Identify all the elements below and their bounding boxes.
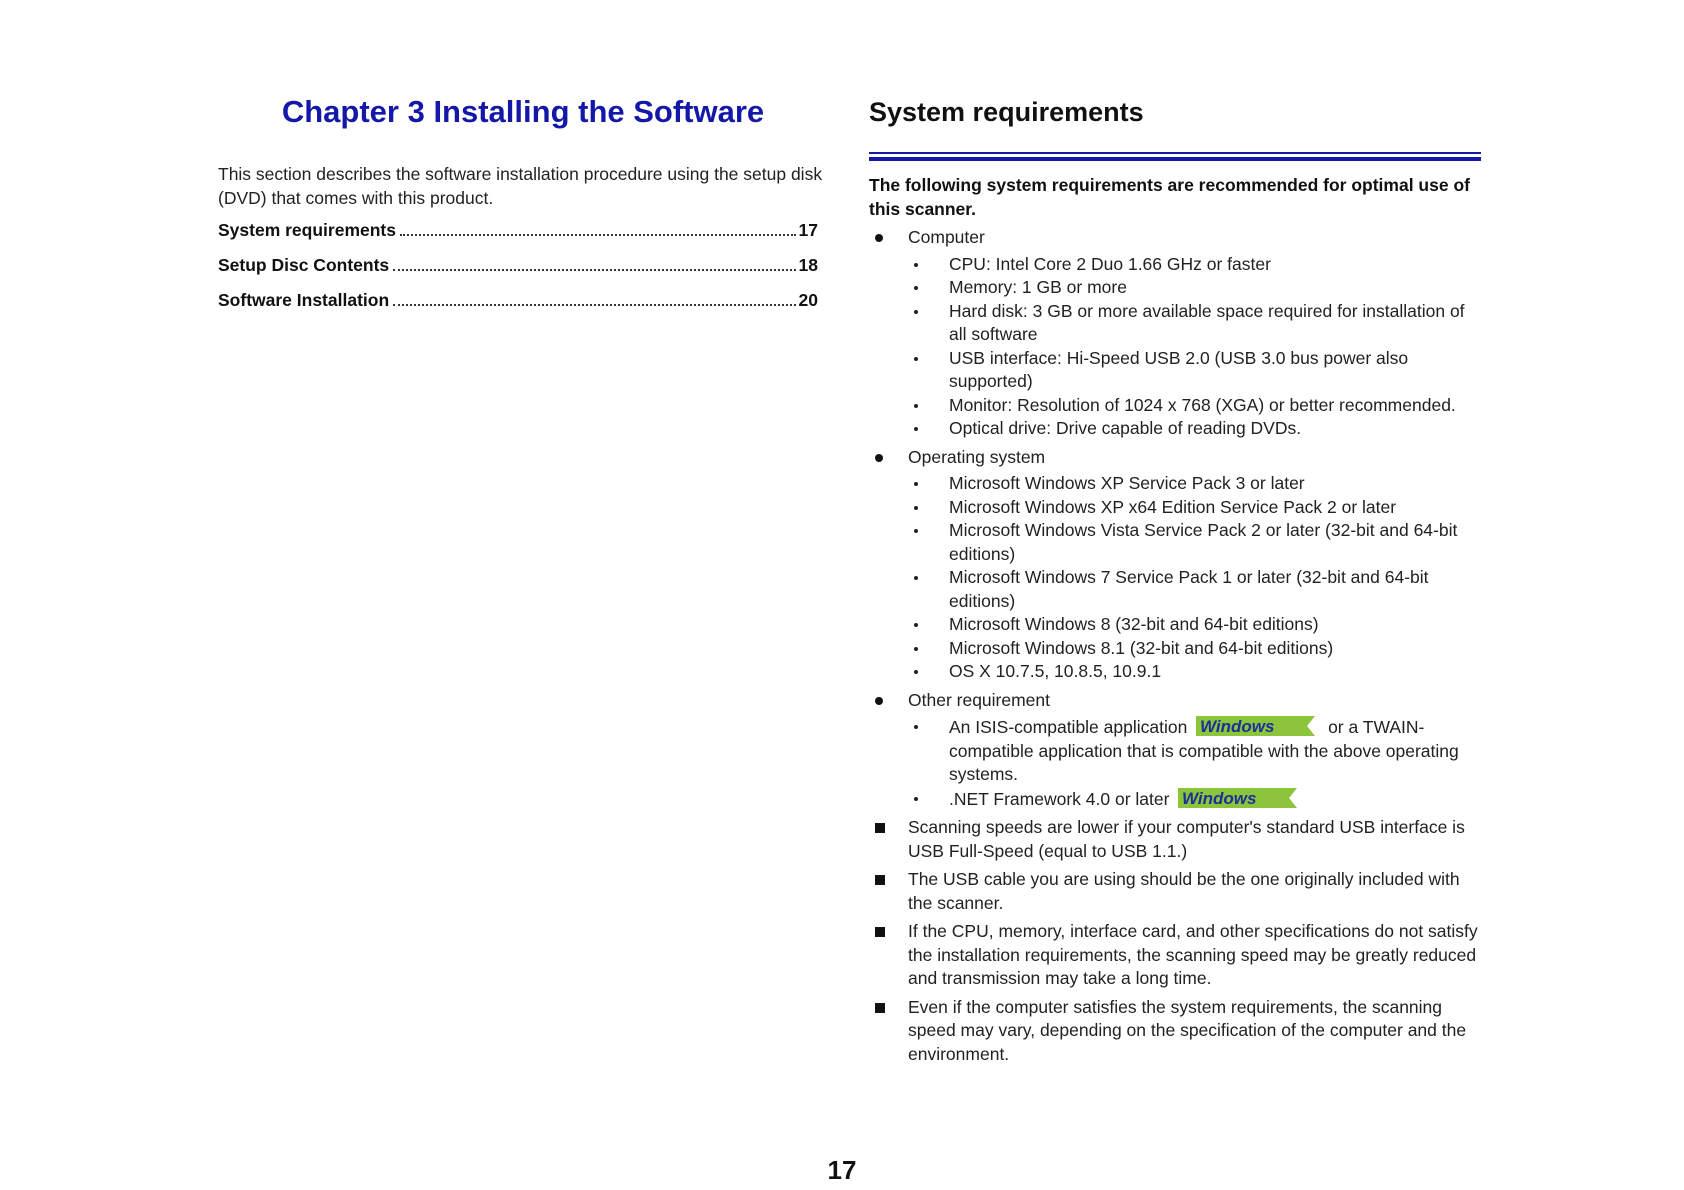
bullet-dot: [908, 417, 949, 441]
windows-badge-icon: [1196, 715, 1315, 737]
note-specifications: [869, 920, 1481, 991]
list-item-text: Monitor: Resolution of 1024 x 768 (XGA) or better recommended.: [949, 394, 1456, 415]
bullet-disc: [869, 226, 908, 250]
bullet-dot: [908, 660, 949, 684]
bullet-dot: [908, 394, 949, 418]
page-number: 17: [827, 1155, 857, 1185]
list-item-text: Microsoft Windows XP x64 Edition Service Pack 2 or later: [949, 496, 1397, 517]
list-item-text: Optical drive: Drive capable of reading DVDs.: [949, 418, 1302, 438]
bullet-dot: [908, 787, 949, 812]
list-item: [908, 715, 1481, 787]
bullet-dot: [908, 637, 949, 661]
list-item-text-before: .NET Framework 4.0 or later: [949, 788, 1170, 809]
toc-entry-system-requirements[interactable]: [218, 218, 818, 242]
bullet-dot: [908, 496, 949, 520]
bullet-dot: [908, 253, 949, 277]
note-text: Even if the computer satisfies the system requirements, the scanning speed may vary, depending on the specification of the computer and the environment.: [908, 996, 1467, 1064]
table-of-contents: [218, 218, 828, 312]
windows-badge-icon: [1178, 787, 1297, 809]
list-item: [908, 637, 1481, 661]
windows-badge-label: Windows: [1182, 788, 1257, 808]
list-item-text: Hard disk: 3 GB or more available space required for installation of all software: [949, 300, 1465, 344]
windows-badge-label: Windows: [1200, 717, 1275, 736]
group-other-requirement: [869, 689, 1481, 713]
toc-leader-dots: [393, 304, 795, 306]
toc-page: 20: [798, 290, 818, 310]
bullet-square: [869, 816, 908, 863]
toc-label: Software Installation: [218, 290, 390, 310]
bullet-dot: [908, 715, 949, 787]
chapter-intro: This section describes the software installation procedure using the setup disk (DVD) that comes with this product.: [218, 164, 823, 208]
list-item-text: [949, 715, 1481, 787]
toc-entry-software-installation[interactable]: [218, 288, 818, 312]
toc-label: System requirements: [218, 220, 396, 240]
chapter-title: Chapter 3 Installing the Software: [281, 94, 765, 129]
requirements-column: [869, 90, 1481, 1066]
list-item: [908, 253, 1481, 277]
bullet-dot: [908, 519, 949, 566]
toc-page: 17: [798, 220, 818, 240]
bullet-square: [869, 920, 908, 991]
chapter-column: [218, 90, 828, 323]
note-text: If the CPU, memory, interface card, and other specifications do not satisfy the installation requirements, the scanning speed may be greatly reduced and transmission may take a long time.: [908, 921, 1478, 988]
note-usb-speed: [869, 816, 1481, 863]
bullet-disc: [869, 446, 908, 470]
list-item-text: CPU: Intel Core 2 Duo 1.66 GHz or faster: [949, 253, 1271, 274]
list-item: [908, 394, 1481, 418]
toc-page: 18: [798, 255, 818, 275]
list-item-text: Microsoft Windows Vista Service Pack 2 or later (32-bit and 64-bit editions): [949, 520, 1458, 564]
group-label: Other requirement: [908, 689, 1051, 710]
bullet-dot: [908, 347, 949, 394]
list-item-text: OS X 10.7.5, 10.8.5, 10.9.1: [949, 661, 1162, 681]
list-item: [908, 347, 1481, 394]
toc-label: Setup Disc Contents: [218, 255, 390, 275]
list-item: [908, 300, 1481, 347]
section-lead: The following system requirements are recommended for optimal use of this scanner.: [869, 175, 1470, 219]
list-item-text: Memory: 1 GB or more: [949, 277, 1127, 297]
heading-rule-thick: [869, 157, 1481, 161]
group-label: Operating system: [908, 446, 1046, 467]
list-item-text: Microsoft Windows 8.1 (32-bit and 64-bit editions): [949, 637, 1334, 658]
list-item-text: [949, 787, 1305, 812]
group-label: Computer: [908, 227, 985, 247]
list-item-text: USB interface: Hi-Speed USB 2.0 (USB 3.0 bus power also supported): [949, 347, 1409, 391]
section-title: System requirements: [869, 97, 1144, 127]
list-item: [908, 660, 1481, 684]
list-item: [908, 519, 1481, 566]
list-item-text: Microsoft Windows XP Service Pack 3 or later: [949, 473, 1305, 493]
note-text: Scanning speeds are lower if your computer's standard USB interface is USB Full-Speed (equal to USB 1.1.): [908, 817, 1465, 861]
bullet-dot: [908, 300, 949, 347]
list-item: [908, 276, 1481, 300]
bullet-square: [869, 868, 908, 915]
note-speed-variation: [869, 996, 1481, 1067]
list-item: [908, 496, 1481, 520]
list-item: [908, 472, 1481, 496]
other-list: [908, 715, 1481, 811]
list-item: [908, 566, 1481, 613]
os-list: [908, 472, 1481, 684]
bullet-dot: [908, 276, 949, 300]
note-usb-cable: [869, 868, 1481, 915]
heading-rule-thin: [869, 152, 1481, 154]
toc-leader-dots: [393, 269, 795, 271]
bullet-square: [869, 996, 908, 1067]
list-item-text-before: An ISIS-compatible application: [949, 717, 1188, 737]
computer-list: [908, 253, 1481, 441]
bullet-dot: [908, 566, 949, 613]
list-item-text-after: or a TWAIN-compatible application that is compatible with the above operating systems.: [949, 717, 1459, 784]
bullet-dot: [908, 472, 949, 496]
bullet-dot: [908, 613, 949, 637]
group-computer: [869, 226, 1481, 250]
list-item: [908, 613, 1481, 637]
list-item: [908, 787, 1481, 812]
list-item: [908, 417, 1481, 441]
bullet-disc: [869, 689, 908, 713]
toc-entry-setup-disc-contents[interactable]: [218, 253, 818, 277]
list-item-text: Microsoft Windows 8 (32-bit and 64-bit editions): [949, 614, 1319, 634]
toc-leader-dots: [400, 234, 796, 236]
list-item-text: Microsoft Windows 7 Service Pack 1 or later (32-bit and 64-bit editions): [949, 567, 1429, 611]
note-text: The USB cable you are using should be the one originally included with the scanner.: [908, 869, 1460, 913]
group-operating-system: [869, 446, 1481, 470]
